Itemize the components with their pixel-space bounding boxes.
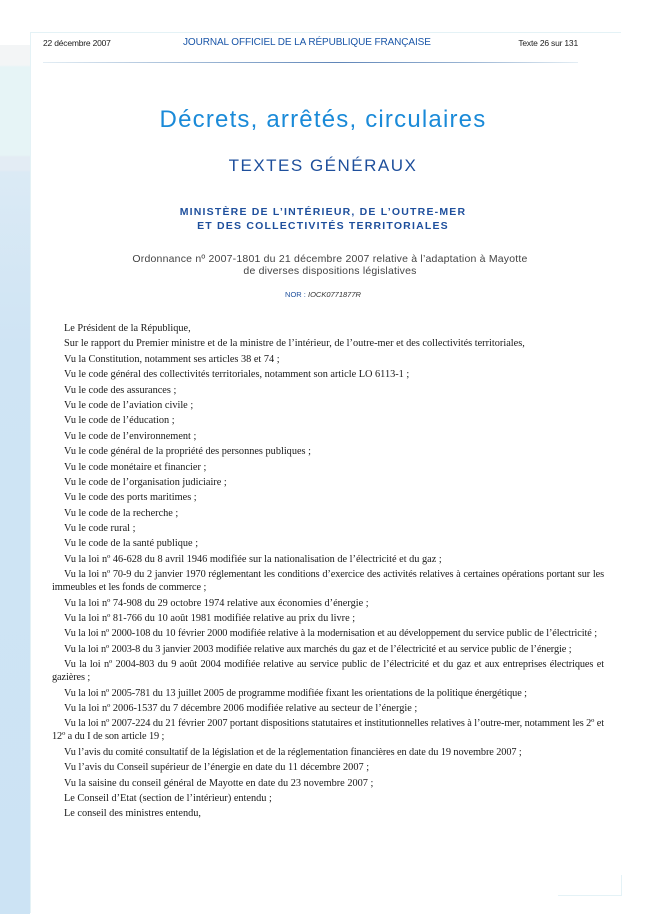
nor-reference bbox=[0, 290, 646, 299]
paragraph: Vu la saisine du conseil général de Mayotte en date du 23 novembre 2007 ; bbox=[64, 777, 374, 789]
paragraph: Le Président de la République, bbox=[64, 323, 191, 334]
paragraph: Vu le code rural ; bbox=[64, 523, 136, 535]
ministry-line-2: ET DES COLLECTIVITÉS TERRITORIALES bbox=[197, 220, 449, 232]
nor-code: IOCK0771877R bbox=[307, 290, 361, 299]
paragraph: Vu le code de la santé publique ; bbox=[64, 538, 199, 550]
ministry-heading bbox=[0, 205, 646, 233]
paragraph: Vu le code de l’aviation civile ; bbox=[64, 399, 194, 411]
section-title: Décrets, arrêtés, circulaires bbox=[159, 106, 487, 133]
ordonnance-title bbox=[70, 253, 590, 277]
paragraph: Vu le code de l’environnement ; bbox=[64, 430, 197, 442]
header-rule bbox=[43, 62, 578, 63]
paragraph: Le Conseil d’Etat (section de l’intérieur) entendu ; bbox=[64, 792, 272, 804]
paragraph: Vu le code général des collectivités territoriales, notamment son article LO 6113-1 ; bbox=[64, 369, 410, 381]
ordonnance-line-2: de diverses dispositions législatives bbox=[243, 265, 417, 277]
nor-label: NOR : bbox=[285, 290, 306, 299]
paragraph: Vu la loi nº 81-766 du 10 août 1981 modifiée relative au prix du livre ; bbox=[64, 613, 356, 625]
paragraph: Vu la loi nº 70-9 du 2 janvier 1970 réglementant les conditions d’exercice des activités relatives à certaines opérations portant sur les immeubles et les fonds de commerce ; bbox=[52, 569, 604, 594]
paragraph: Vu l’avis du Conseil supérieur de l’énergie en date du 11 décembre 2007 ; bbox=[64, 762, 370, 774]
paragraph: Vu le code de l’éducation ; bbox=[64, 415, 175, 427]
paragraph: Vu la loi nº 2005-781 du 13 juillet 2005 de programme modifiée fixant les orientations de la politique énergétique ; bbox=[64, 687, 527, 699]
paragraph: Vu la loi nº 74-908 du 29 octobre 1974 relative aux économies d’énergie ; bbox=[64, 597, 369, 609]
paragraph: Vu le code général de la propriété des personnes publiques ; bbox=[64, 446, 311, 458]
header-date: 22 décembre 2007 bbox=[43, 38, 111, 48]
paragraph: Vu la loi nº 46-628 du 8 avril 1946 modifiée sur la nationalisation de l’électricité et du gaz ; bbox=[64, 553, 442, 565]
paragraph: Sur le rapport du Premier ministre et de la ministre de l’intérieur, de l’outre-mer et des collectivités territoriales, bbox=[64, 338, 525, 350]
paragraph: Le conseil des ministres entendu, bbox=[64, 808, 201, 820]
paragraph: Vu le code de l’organisation judiciaire ; bbox=[64, 476, 227, 488]
paragraph: Vu la Constitution, notamment ses articles 38 et 74 ; bbox=[64, 353, 280, 365]
paragraph: Vu la loi nº 2006-1537 du 7 décembre 2006 modifiée relative au secteur de l’énergie ; bbox=[64, 702, 418, 714]
paragraph: Vu le code des assurances ; bbox=[64, 384, 177, 396]
page-corner-mark bbox=[558, 895, 622, 896]
paragraph: Vu le code monétaire et financier ; bbox=[64, 461, 207, 473]
paragraph: Vu la loi nº 2004-803 du 9 août 2004 modifiée relative au service public de l’électricité et du gaz et aux entreprises électriques et gazières ; bbox=[52, 659, 604, 684]
running-header bbox=[43, 32, 578, 62]
paragraph: Vu la loi nº 2007-224 du 21 février 2007 portant dispositions statutaires et institutionnelles relatives à l’outre-mer, notamment les 2º et 12º a du I de son article 19 ; bbox=[52, 718, 604, 743]
paragraph: Vu le code des ports maritimes ; bbox=[64, 492, 197, 504]
journal-title: JOURNAL OFFICIEL DE LA RÉPUBLIQUE FRANÇAISE bbox=[183, 37, 431, 48]
ministry-line-1: MINISTÈRE DE L’INTÉRIEUR, DE L’OUTRE-MER bbox=[179, 206, 467, 218]
paragraph: Vu le code de la recherche ; bbox=[64, 507, 179, 519]
paragraph: Vu la loi nº 2003-8 du 3 janvier 2003 modifiée relative aux marchés du gaz et de l’électricité et au service public de l’énergie ; bbox=[64, 643, 572, 655]
paragraph: Vu l’avis du comité consultatif de la législation et de la réglementation financières en date du 19 novembre 2007 ; bbox=[64, 746, 522, 758]
page-corner-mark bbox=[621, 875, 622, 896]
document-body bbox=[52, 322, 604, 823]
paragraph: Vu la loi nº 2000-108 du 10 février 2000 modifiée relative à la modernisation et au développement du service public de l’électricité ; bbox=[64, 628, 598, 640]
ordonnance-line-1: Ordonnance nº 2007-1801 du 21 décembre 2007 relative à l’adaptation à Mayotte bbox=[132, 253, 528, 265]
page-counter: Texte 26 sur 131 bbox=[518, 38, 578, 48]
subsection-title: TEXTES GÉNÉRAUX bbox=[228, 156, 418, 175]
